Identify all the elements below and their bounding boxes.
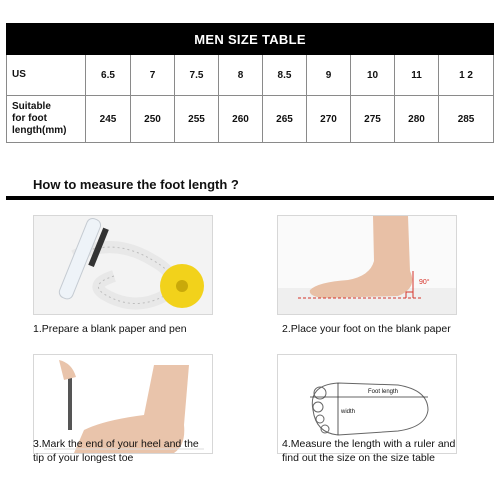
foot-length-row xyxy=(7,96,494,143)
foot-length-cell: 270 xyxy=(307,96,351,143)
section-title: How to measure the foot length ? xyxy=(33,177,239,192)
foot-length-label-line: for foot xyxy=(12,113,47,124)
step3-caption xyxy=(33,437,199,465)
size-table-header xyxy=(7,24,494,55)
foot-length-cell: 255 xyxy=(175,96,219,143)
us-size-cell: 9 xyxy=(307,55,351,96)
foot-length-cell: 280 xyxy=(395,96,439,143)
us-size-cell: 10 xyxy=(351,55,395,96)
foot-length-row-label xyxy=(7,96,86,143)
foot-length-cell: 260 xyxy=(219,96,263,143)
foot-length-cell: 285 xyxy=(439,96,494,143)
foot-length-cell: 245 xyxy=(86,96,131,143)
us-size-cell: 8 xyxy=(219,55,263,96)
size-table xyxy=(6,23,494,143)
step3-caption-line: 3.Mark the end of your heel and the xyxy=(33,438,199,450)
us-size-cell: 7 xyxy=(131,55,175,96)
us-size-row xyxy=(7,55,494,96)
foot-length-cell: 265 xyxy=(263,96,307,143)
step1-image xyxy=(33,215,213,315)
step2-caption-line: 2.Place your foot on the blank paper xyxy=(282,323,451,335)
section-divider xyxy=(6,196,494,200)
step2-caption xyxy=(282,322,451,336)
us-size-cell: 6.5 xyxy=(86,55,131,96)
step4-caption-line: find out the size on the size table xyxy=(282,452,435,464)
step2-image xyxy=(277,215,457,315)
us-size-cell: 1 2 xyxy=(439,55,494,96)
foot-length-label-line: Suitable xyxy=(12,101,51,112)
step1-caption-line: 1.Prepare a blank paper and pen xyxy=(33,323,187,335)
us-size-cell: 11 xyxy=(395,55,439,96)
step4-caption xyxy=(282,437,455,465)
us-size-cell: 8.5 xyxy=(263,55,307,96)
step3-caption-line: tip of your longest toe xyxy=(33,452,134,464)
angle-label: 90° xyxy=(419,279,430,286)
foot-length-cell: 250 xyxy=(131,96,175,143)
us-row-label: US xyxy=(7,55,86,96)
step4-caption-line: 4.Measure the length with a ruler and xyxy=(282,438,456,450)
width-label: width xyxy=(341,409,356,415)
foot-length-label: Foot length xyxy=(368,389,399,395)
us-size-cell: 7.5 xyxy=(175,55,219,96)
step1-caption xyxy=(33,322,187,336)
foot-length-cell: 275 xyxy=(351,96,395,143)
size-table-title: MEN SIZE TABLE xyxy=(7,24,494,55)
foot-length-label-line: length(mm) xyxy=(12,125,67,136)
